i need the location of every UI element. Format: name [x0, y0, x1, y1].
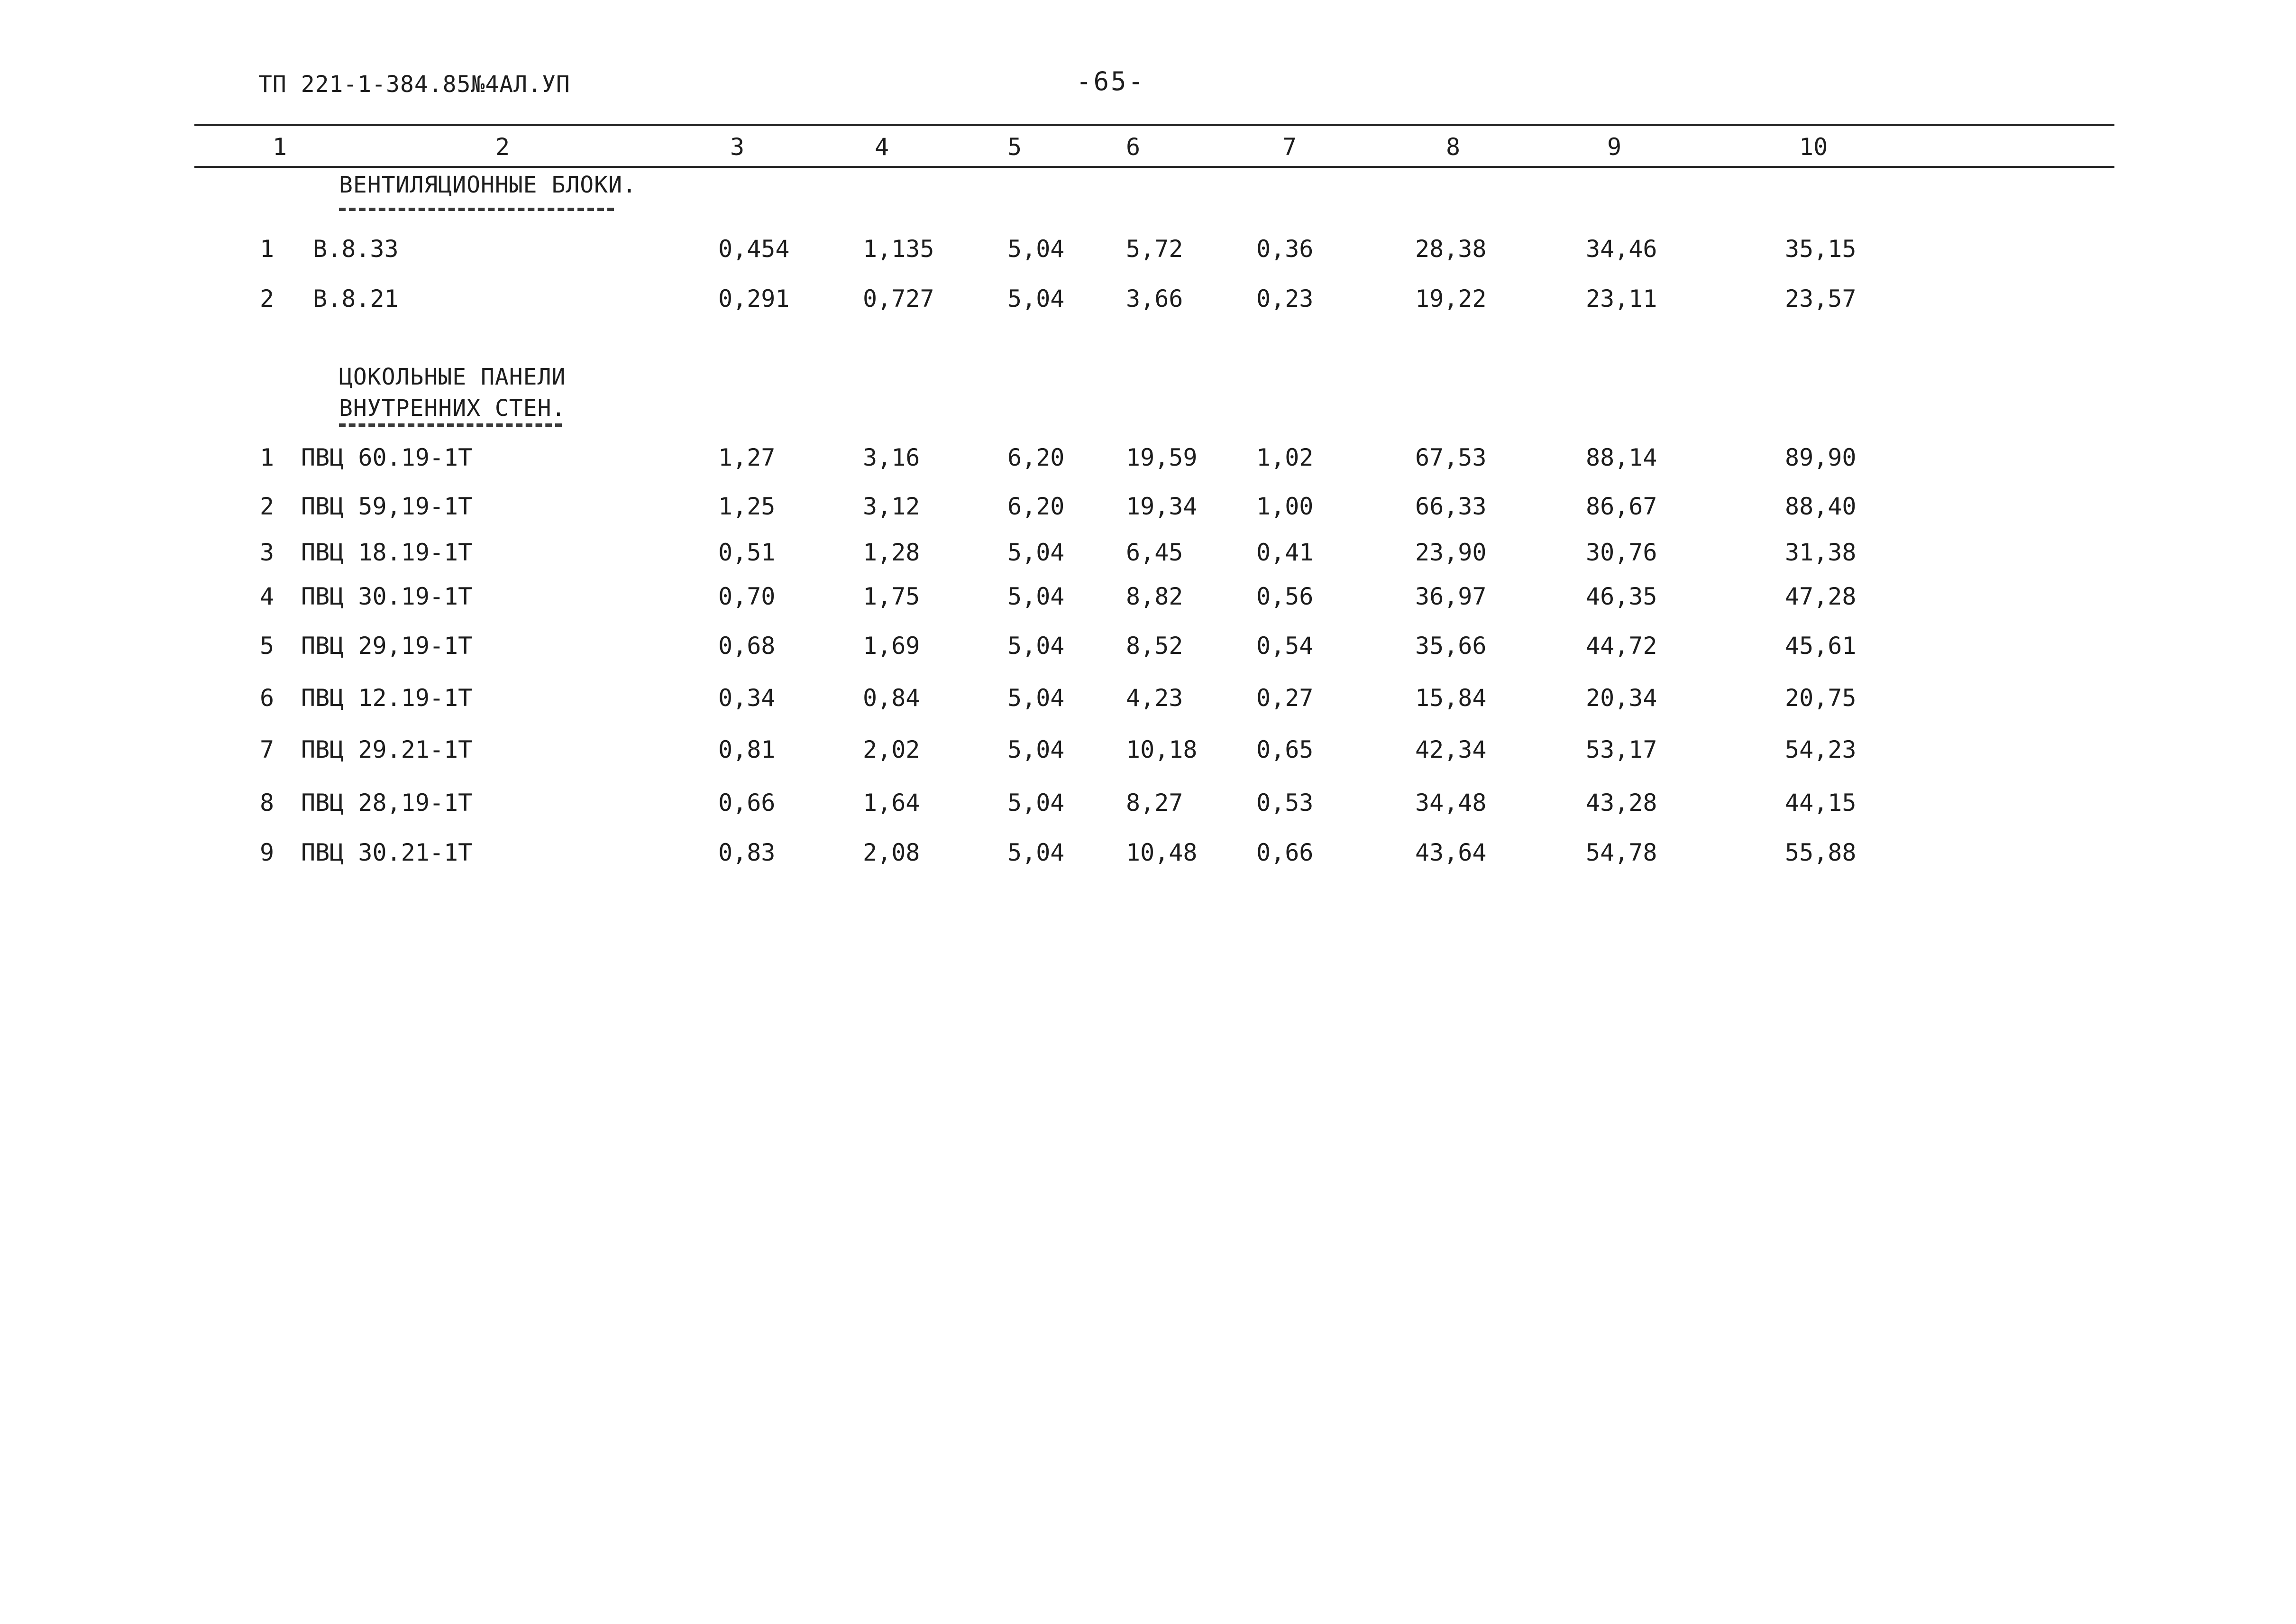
value-cell-10: 89,90	[1785, 444, 1857, 471]
value-cell-9: 30,76	[1586, 539, 1657, 566]
page-number: -65-	[1076, 66, 1146, 96]
value-cell-7: 0,56	[1256, 583, 1314, 610]
item-name: ПВЦ 60.19-1Т	[301, 444, 473, 471]
value-cell-6: 10,18	[1126, 736, 1198, 763]
value-cell-3: 0,68	[718, 632, 776, 660]
value-cell-4: 1,135	[863, 235, 934, 263]
value-cell-7: 0,36	[1256, 235, 1314, 263]
section-title-line: ВНУТРЕННИХ СТЕН.	[339, 395, 566, 422]
value-cell-9: 88,14	[1586, 444, 1657, 471]
page-header-code: ТП 221-1-384.85№4АЛ.УП	[258, 71, 570, 98]
column-number: 6	[1126, 133, 1141, 161]
value-cell-7: 0,65	[1256, 736, 1314, 763]
value-cell-10: 20,75	[1785, 684, 1857, 712]
value-cell-3: 0,34	[718, 684, 776, 712]
item-name: В.8.33	[313, 235, 399, 263]
table-top-rule	[194, 124, 2114, 126]
value-cell-5: 5,04	[1007, 736, 1065, 763]
row-number: 2	[260, 285, 274, 312]
row-number: 9	[260, 839, 274, 866]
value-cell-8: 15,84	[1415, 684, 1487, 712]
value-cell-8: 19,22	[1415, 285, 1487, 312]
section-title-underline	[339, 423, 562, 427]
value-cell-4: 0,84	[863, 684, 920, 712]
value-cell-9: 86,67	[1586, 493, 1657, 520]
value-cell-4: 2,02	[863, 736, 920, 763]
column-number: 10	[1799, 133, 1828, 161]
value-cell-3: 0,81	[718, 736, 776, 763]
row-number: 1	[260, 235, 274, 263]
value-cell-8: 23,90	[1415, 539, 1487, 566]
value-cell-9: 54,78	[1586, 839, 1657, 866]
value-cell-5: 5,04	[1007, 583, 1065, 610]
value-cell-9: 53,17	[1586, 736, 1657, 763]
value-cell-10: 23,57	[1785, 285, 1857, 312]
value-cell-4: 0,727	[863, 285, 934, 312]
section-title	[339, 361, 566, 424]
item-name: ПВЦ 18.19-1Т	[301, 539, 473, 566]
value-cell-3: 0,291	[718, 285, 790, 312]
value-cell-8: 36,97	[1415, 583, 1487, 610]
value-cell-9: 46,35	[1586, 583, 1657, 610]
value-cell-5: 5,04	[1007, 539, 1065, 566]
column-number: 3	[730, 133, 745, 161]
item-name: ПВЦ 29.21-1Т	[301, 736, 473, 763]
value-cell-5: 6,20	[1007, 493, 1065, 520]
value-cell-5: 6,20	[1007, 444, 1065, 471]
value-cell-5: 5,04	[1007, 684, 1065, 712]
row-number: 8	[260, 789, 274, 817]
value-cell-8: 66,33	[1415, 493, 1487, 520]
value-cell-5: 5,04	[1007, 235, 1065, 263]
value-cell-6: 8,27	[1126, 789, 1183, 817]
item-name: ПВЦ 30.21-1Т	[301, 839, 473, 866]
value-cell-9: 23,11	[1586, 285, 1657, 312]
value-cell-8: 67,53	[1415, 444, 1487, 471]
section-title-underline	[339, 208, 614, 211]
value-cell-6: 19,59	[1126, 444, 1198, 471]
value-cell-3: 0,83	[718, 839, 776, 866]
value-cell-6: 4,23	[1126, 684, 1183, 712]
value-cell-5: 5,04	[1007, 839, 1065, 866]
value-cell-7: 0,53	[1256, 789, 1314, 817]
value-cell-10: 44,15	[1785, 789, 1857, 817]
value-cell-7: 0,41	[1256, 539, 1314, 566]
value-cell-6: 8,52	[1126, 632, 1183, 660]
value-cell-6: 5,72	[1126, 235, 1183, 263]
column-number: 2	[495, 133, 510, 161]
row-number: 7	[260, 736, 274, 763]
row-number: 6	[260, 684, 274, 712]
value-cell-5: 5,04	[1007, 632, 1065, 660]
value-cell-4: 1,28	[863, 539, 920, 566]
value-cell-4: 3,12	[863, 493, 920, 520]
value-cell-7: 1,02	[1256, 444, 1314, 471]
value-cell-7: 0,23	[1256, 285, 1314, 312]
value-cell-9: 43,28	[1586, 789, 1657, 817]
value-cell-8: 34,48	[1415, 789, 1487, 817]
item-name: ПВЦ 12.19-1Т	[301, 684, 473, 712]
item-name: ПВЦ 30.19-1Т	[301, 583, 473, 610]
value-cell-3: 0,66	[718, 789, 776, 817]
row-number: 3	[260, 539, 274, 566]
value-cell-3: 1,25	[718, 493, 776, 520]
column-number: 7	[1282, 133, 1297, 161]
value-cell-7: 0,54	[1256, 632, 1314, 660]
value-cell-5: 5,04	[1007, 789, 1065, 817]
value-cell-6: 10,48	[1126, 839, 1198, 866]
value-cell-4: 1,69	[863, 632, 920, 660]
value-cell-3: 0,454	[718, 235, 790, 263]
column-number: 5	[1007, 133, 1022, 161]
value-cell-8: 35,66	[1415, 632, 1487, 660]
column-number: 1	[273, 133, 287, 161]
section-title-line: ЦОКОЛЬНЫЕ ПАНЕЛИ	[339, 364, 566, 390]
value-cell-7: 0,66	[1256, 839, 1314, 866]
value-cell-10: 54,23	[1785, 736, 1857, 763]
value-cell-7: 1,00	[1256, 493, 1314, 520]
value-cell-5: 5,04	[1007, 285, 1065, 312]
value-cell-10: 55,88	[1785, 839, 1857, 866]
item-name: ПВЦ 28,19-1Т	[301, 789, 473, 817]
row-number: 4	[260, 583, 274, 610]
value-cell-6: 3,66	[1126, 285, 1183, 312]
row-number: 5	[260, 632, 274, 660]
value-cell-9: 34,46	[1586, 235, 1657, 263]
value-cell-6: 19,34	[1126, 493, 1198, 520]
value-cell-3: 1,27	[718, 444, 776, 471]
item-name: ПВЦ 29,19-1Т	[301, 632, 473, 660]
row-number: 1	[260, 444, 274, 471]
item-name: В.8.21	[313, 285, 399, 312]
value-cell-6: 6,45	[1126, 539, 1183, 566]
value-cell-3: 0,51	[718, 539, 776, 566]
value-cell-10: 88,40	[1785, 493, 1857, 520]
value-cell-10: 35,15	[1785, 235, 1857, 263]
value-cell-9: 20,34	[1586, 684, 1657, 712]
item-name: ПВЦ 59,19-1Т	[301, 493, 473, 520]
value-cell-7: 0,27	[1256, 684, 1314, 712]
value-cell-6: 8,82	[1126, 583, 1183, 610]
column-number: 8	[1446, 133, 1461, 161]
row-number: 2	[260, 493, 274, 520]
column-number: 9	[1607, 133, 1622, 161]
value-cell-10: 47,28	[1785, 583, 1857, 610]
value-cell-10: 45,61	[1785, 632, 1857, 660]
value-cell-8: 28,38	[1415, 235, 1487, 263]
value-cell-4: 2,08	[863, 839, 920, 866]
value-cell-9: 44,72	[1586, 632, 1657, 660]
value-cell-4: 3,16	[863, 444, 920, 471]
value-cell-3: 0,70	[718, 583, 776, 610]
column-number: 4	[875, 133, 889, 161]
section-title	[339, 169, 637, 201]
value-cell-4: 1,64	[863, 789, 920, 817]
table-header-rule	[194, 166, 2114, 168]
section-title-line: ВЕНТИЛЯЦИОННЫЕ БЛОКИ.	[339, 172, 637, 198]
value-cell-10: 31,38	[1785, 539, 1857, 566]
value-cell-8: 43,64	[1415, 839, 1487, 866]
value-cell-8: 42,34	[1415, 736, 1487, 763]
value-cell-4: 1,75	[863, 583, 920, 610]
